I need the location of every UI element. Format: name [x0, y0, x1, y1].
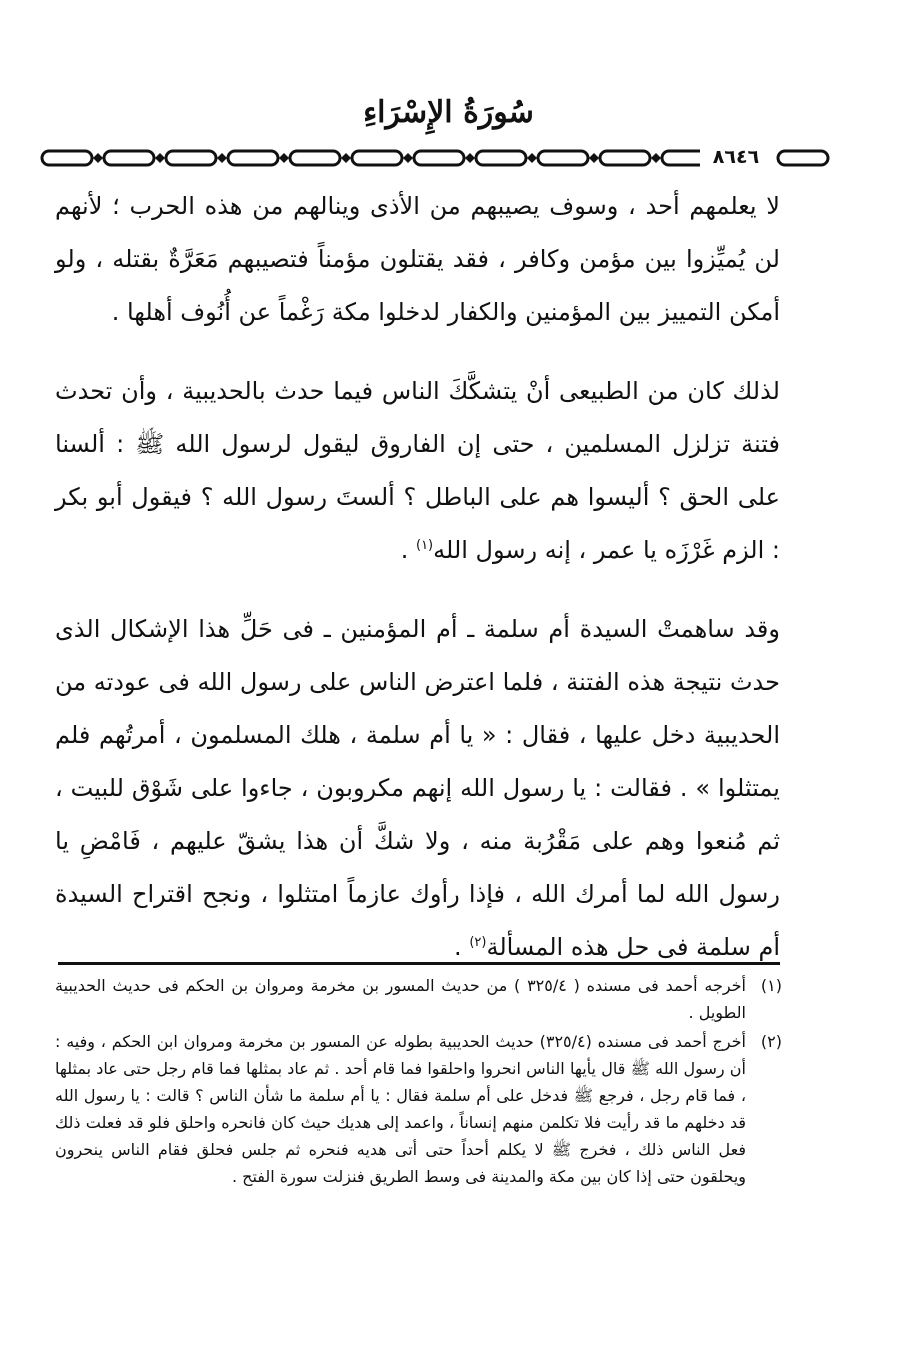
paragraph-2-text: لذلك كان من الطبيعى أنْ يتشكَّكَ الناس فيما حدث بالحديبية ، وأن تحدث فتنة تزلزل المسلمين ، حتى إن الفاروق ليقول لرسول الله ﷺ : ألسنا على الحق ؟ أليسوا هم على الباطل ؟ ألستَ رسول الله ؟ فيقول أبو بكر : الزم غَرْزَه يا عمر ، إنه رسول الله — [55, 377, 780, 564]
footnote-ref-2: (٢) — [469, 935, 487, 950]
footnote-ref-1: (١) — [415, 538, 434, 553]
footnote-2 — [55, 1028, 782, 1190]
paragraph-2 — [55, 365, 780, 577]
footnote-divider — [58, 962, 780, 965]
main-body-text — [55, 180, 780, 974]
footnote-1-number: (١) — [760, 976, 782, 995]
footnote-1-text: أخرجه أحمد فى مسنده ( ٣٢٥/٤ ) من حديث المسور بن مخرمة ومروان بن الحكم فى حديث الحديبية الطويل . — [55, 976, 746, 1022]
paragraph-3-tail: . — [454, 933, 470, 961]
footnote-2-number: (٢) — [760, 1032, 782, 1051]
footnotes-section — [55, 972, 782, 1192]
surah-title: سُورَةُ الإِسْرَاءِ — [363, 95, 534, 130]
paragraph-1-text: لا يعلمهم أحد ، وسوف يصيبهم من الأذى وينالهم من هذه الحرب ؛ لأنهم لن يُميِّزوا بين مؤمن وكافر ، فقد يقتلون مؤمناً فتصيبهم مَعَرَّةٌ بقتله ، ولو أمكن التمييز بين المؤمنين والكفار لدخلوا مكة رَغْماً عن أُنُوف أهلها . — [55, 192, 780, 326]
page-number: ٨٦٤٦ — [700, 143, 772, 171]
footnote-1 — [55, 972, 782, 1026]
footnote-2-text: أخرج أحمد فى مسنده (٣٢٥/٤) حديث الحديبية بطوله عن المسور بن مخرمة ومروان ابن الحكم ، وفيه : أن رسول الله ﷺ قال يأيها الناس انحروا واحلقوا فما قام أحد . ثم عاد بمثلها فما قام رجل حتى عاد بمثلها ، فما قام رجل ، فرجع ﷺ فدخل على أم سلمة فقال : يا أم سلمة ما شأن الناس ؟ قالت : يا رسول الله قد دخلهم ما قد رأيت فلا تكلمن منهم إنساناً ، واعمد إلى هديك حيث كان فانحره واحلق فلو قد فعلت ذلك فعل الناس ذلك ، فخرج ﷺ لا يكلم أحداً حتى أتى هديه فنحره ثم جلس فحلق فقام الناس ينحرون ويحلقون حتى إذا كان بين مكة والمدينة فى وسط الطريق فنزلت سورة الفتح . — [55, 1032, 746, 1186]
paragraph-1 — [55, 180, 780, 339]
paragraph-2-tail: . — [400, 536, 416, 564]
paragraph-3-text: وقد ساهمتْ السيدة أم سلمة ـ أم المؤمنين ـ فى حَلِّ هذا الإشكال الذى حدث نتيجة هذه الفتنة ، فلما اعترض الناس على رسول الله فى عودته من الحديبية دخل عليها ، فقال : « يا أم سلمة ، هلك المسلمون ، أمرتُهم فلم يمتثلوا » . فقالت : يا رسول الله إنهم مكروبون ، جاءوا على شَوْق للبيت ، ثم مُنعوا وهم على مَقْرُبة منه ، ولا شكَّ أن هذا يشقّ عليهم ، فَامْضِ يا رسول الله لما أمرك الله ، فإذا رأوك عازماً امتثلوا ، ونجح اقتراح السيدة أم سلمة فى حل هذه المسألة — [55, 615, 780, 961]
paragraph-3 — [55, 603, 780, 974]
